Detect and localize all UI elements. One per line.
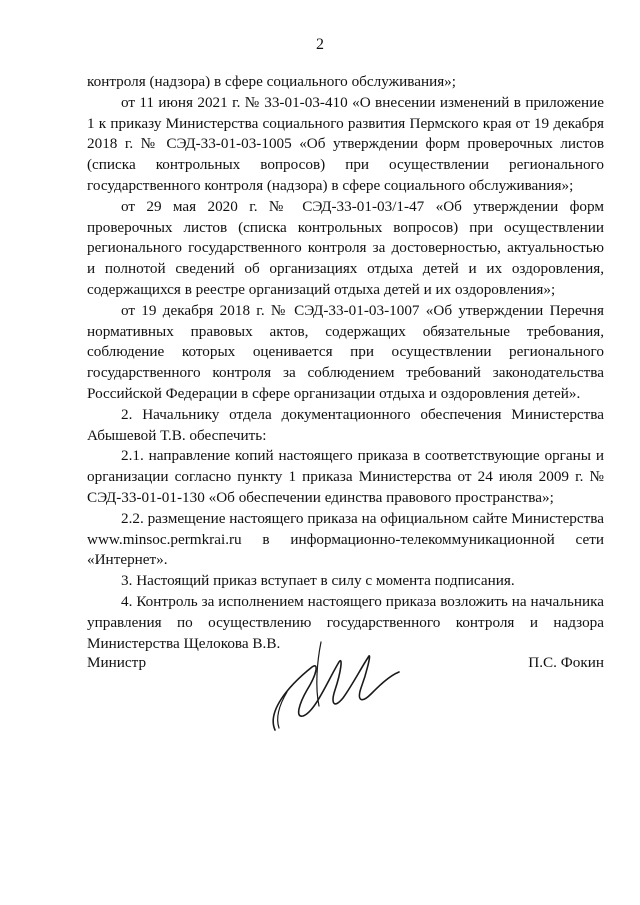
paragraph-item-2: 2. Начальнику отдела документационного обеспечения Министерства Абышевой Т.В. обеспечить: <box>87 405 604 444</box>
paragraph-item-2-2: 2.2. размещение настоящего приказа на официальном сайте Министерства www.minsoc.permkrai.ru в информационно-телекоммуникационной сети «Интернет». <box>87 509 604 569</box>
signatory-title: Министр <box>87 654 147 671</box>
signature-block <box>87 654 604 774</box>
paragraph-order-2020: от 29 мая 2020 г. № СЭД-33-01-03/1-47 «Об утверждении форм проверочных листов (списка контрольных вопросов) при осуществлении регионального государственного контроля за достоверностью, актуальностью и полнотой сведений об организациях отдыха детей и их оздоровления, содержащихся в реестре организаций отдыха детей и их оздоровления»; <box>87 197 604 298</box>
document-body <box>87 72 604 654</box>
signatory-name: П.С. Фокин <box>528 654 604 671</box>
paragraph-item-2-1: 2.1. направление копий настоящего приказа в соответствующие органы и организации согласно пункту 1 приказа Министерства от 24 июля 2009 г. № СЭД-33-01-01-130 «Об обеспечении единства правового пространства»; <box>87 447 604 506</box>
paragraph-item-4: 4. Контроль за исполнением настоящего приказа возложить на начальника управления по осуществлению государственного контроля и надзора Министерства Щелокова В.В. <box>87 592 604 652</box>
page-number: 2 <box>316 36 324 53</box>
paragraph-order-2021: от 11 июня 2021 г. № 33-01-03-410 «О внесении изменений в приложение 1 к приказу Министерства социального развития Пермского края от 19 декабря 2018 г. № СЭД-33-01-03-1005 «Об утверждении форм проверочных листов (списка контрольных вопросов) при осуществлении регионального государственного контроля (надзора) в сфере социального обслуживания»; <box>87 93 604 194</box>
paragraph-order-2018: от 19 декабря 2018 г. № СЭД-33-01-03-1007 «Об утверждении Перечня нормативных правовых актов, содержащих обязательные требования, соблюдение которых оценивается при осуществлении регионального государственного контроля за соблюдением требований законодательства Российской Федерации в сфере организации отдыха и оздоровления детей». <box>87 301 604 402</box>
paragraph-continuation: контроля (надзора) в сфере социального обслуживания»; <box>87 73 456 90</box>
handwritten-signature <box>257 632 407 742</box>
paragraph-item-3: 3. Настоящий приказ вступает в силу с момента подписания. <box>121 572 515 590</box>
